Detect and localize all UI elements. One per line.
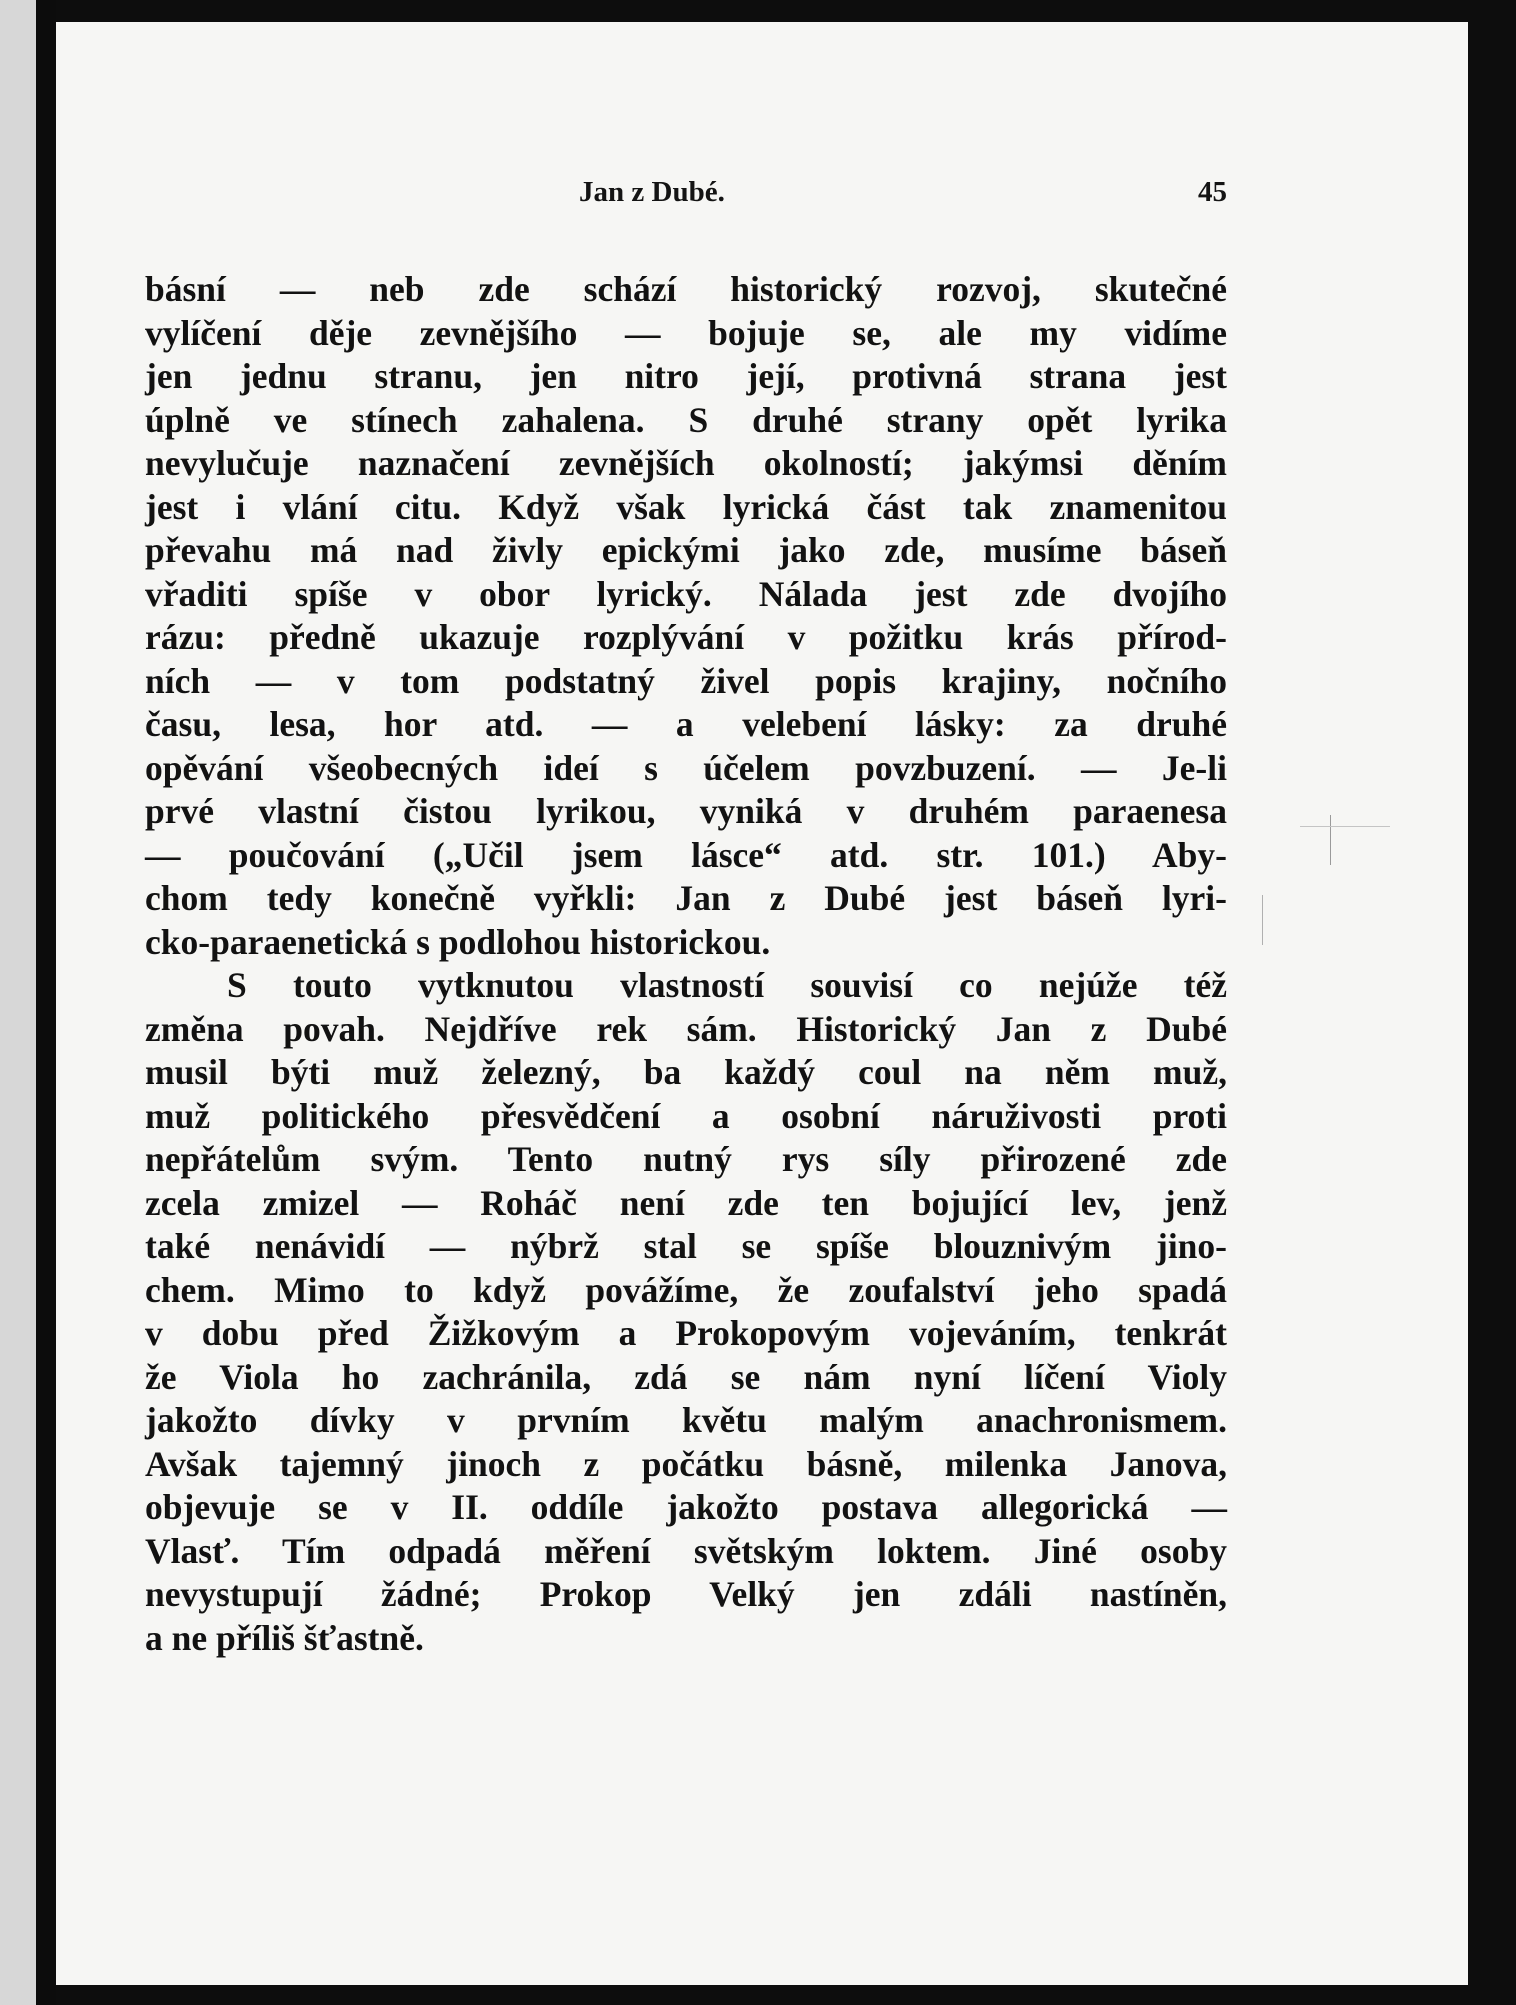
text-line: nevystupují žádné; Prokop Velký jen zdáli nastíněn,: [145, 1574, 1227, 1614]
text-line: zcela zmizel — Roháč není zde ten bojující lev, jenž: [145, 1182, 1227, 1223]
text-line: v dobu před Žižkovým a Prokopovým vojeváním, tenkrát: [145, 1313, 1227, 1353]
text-line: změna povah. Nejdříve rek sám. Historický Jan z Dubé: [145, 1008, 1227, 1049]
text-line: že Viola ho zachránila, zdá se nám nyní líčení Violy: [145, 1356, 1227, 1397]
body-text: [145, 268, 1227, 1660]
text-line: cko-paraenetická s podlohou historickou.: [145, 921, 771, 962]
text-line: jakožto dívky v prvním květu malým anachronismem.: [145, 1400, 1227, 1440]
text-line: nevylučuje naznačení zevnějších okolností; jakýmsi děním: [145, 443, 1227, 483]
text-line: času, lesa, hor atd. — a velebení lásky: za druhé: [145, 704, 1227, 744]
text-line: básní — neb zde schází historický rozvoj, skutečné: [145, 269, 1227, 309]
text-line: — poučování („Učil jsem lásce“ atd. str. 101.) Aby-: [145, 834, 1227, 875]
text-line: úplně ve stínech zahalena. S druhé strany opět lyrika: [145, 399, 1227, 440]
text-line: chem. Mimo to když povážíme, že zoufalství jeho spadá: [145, 1269, 1227, 1310]
text-line: jest i vlání citu. Když však lyrická část tak znamenitou: [145, 486, 1227, 527]
text-line: převahu má nad živly epickými jako zde, musíme báseň: [145, 530, 1227, 570]
text-line: vřaditi spíše v obor lyrický. Nálada jest zde dvojího: [145, 573, 1227, 614]
text-line: musil býti muž železný, ba každý coul na něm muž,: [145, 1052, 1227, 1092]
text-line: také nenávidí — nýbrž stal se spíše blouznivým jino-: [145, 1226, 1227, 1266]
text-line: jen jednu stranu, jen nitro její, protivná strana jest: [145, 356, 1227, 396]
text-line: opěvání všeobecných ideí s účelem povzbuzení. — Je-li: [145, 747, 1227, 788]
running-title: Jan z Dubé.: [579, 176, 725, 208]
text-line: muž politického přesvědčení a osobní náruživosti proti: [145, 1095, 1227, 1136]
text-line: chom tedy konečně vyřkli: Jan z Dubé jest báseň lyri-: [145, 878, 1227, 918]
text-line: objevuje se v II. oddíle jakožto postava allegorická —: [145, 1487, 1227, 1527]
text-line: Avšak tajemný jinoch z počátku básně, milenka Janova,: [145, 1443, 1227, 1484]
text-line: nepřátelům svým. Tento nutný rys síly přirozené zde: [145, 1139, 1227, 1179]
gutter-shadow: [36, 0, 56, 2005]
text-line: Vlasť. Tím odpadá měření světským loktem. Jiné osoby: [145, 1530, 1227, 1571]
page-number: 45: [1198, 176, 1227, 208]
text-line: ních — v tom podstatný živel popis krajiny, nočního: [145, 660, 1227, 701]
running-header: [145, 176, 1227, 224]
margin-mark: [1262, 895, 1263, 945]
text-line: rázu: předně ukazuje rozplývání v požitku krás přírod-: [145, 617, 1227, 657]
margin-mark: [1300, 826, 1390, 827]
text-line: S touto vytknutou vlastností souvisí co nejúže též: [227, 965, 1227, 1005]
text-line: prvé vlastní čistou lyrikou, vyniká v druhém paraenesa: [145, 791, 1227, 831]
text-line: vylíčení děje zevnějšího — bojuje se, ale my vidíme: [145, 312, 1227, 353]
margin-mark: [1330, 815, 1331, 865]
facing-page-edge: [0, 0, 36, 2005]
text-line: a ne příliš šťastně.: [145, 1617, 424, 1658]
